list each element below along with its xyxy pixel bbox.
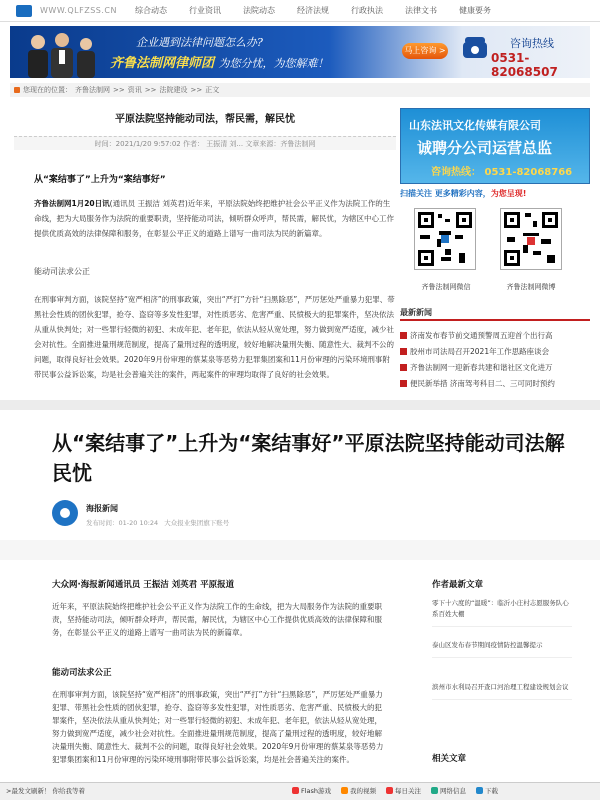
follow-prompt [400,188,590,200]
article-dateline: 齐鲁法制网1月20日讯 [34,199,110,208]
article-paragraph: 近年来，平原法院始终把维护社会公平正义作为法院工作的生命线，把为大局服务作为法院的重要职责，坚持能动司法，倾听群众呼声，帮民需，解民忧，为辖区中心工作提供优质高效的法律保障和服务，在彰显公平正义的道路上谱写一曲司法为民的新篇章。 [52,602,382,637]
nav-link[interactable]: 健康要务 [458,6,491,15]
news-item-title: 济南发布春节前交通预警周五迎首个出行高 [410,331,553,340]
qr-code-icon [501,209,561,269]
news-headline: 从“案结事了”上升为“案结事好”平原法院坚持能动司法解民忧 [52,431,565,485]
source-meta [86,518,229,527]
nav-link[interactable]: 行业资讯 [188,6,221,15]
download-icon [476,787,483,794]
breadcrumb-current: 正文 [205,86,220,94]
breadcrumb-link[interactable]: 资讯 [127,86,142,94]
author-article-item[interactable]: 滨州市水利局召开查口河治理工程建设规划会议 [432,682,572,700]
bullet-icon [400,364,407,371]
status-item-label: Flash游戏 [301,787,332,795]
site-url: WWW.QLFZSS.CN [40,6,117,15]
breadcrumb-sep: >> [190,86,203,94]
download-button[interactable] [476,783,498,800]
news-item-title: 胶州市司法局召开2021年工作思路座谈会 [410,347,550,356]
my-videos-button[interactable] [341,783,376,800]
banner-slogan-strong: 齐鲁法制网律师团 [110,56,215,71]
news-item[interactable] [400,362,590,373]
weibo-qr-code [500,208,562,270]
video-icon [341,787,348,794]
article-byline: 大众网·海报新闻通讯员 王振洁 刘英君 平原报道 [52,580,235,590]
breadcrumb-prefix: 您现在的位置： [23,86,72,94]
news-item[interactable] [400,330,590,341]
bullet-icon [400,380,407,387]
author-article-item[interactable]: 零下十六度的“温暖”：临沂小庄村志愿服务队心系百姓大棚 [432,598,572,627]
author-article-item[interactable]: 泰山区发布春节期间疫情防控温馨提示 [432,640,572,658]
recruit-ad[interactable] [400,108,590,184]
article-subheading: 能动司法求公正 [34,267,90,276]
news-item-title: 便民新举措 济南驾考科目二、三可同时预约 [410,379,555,388]
ad-hotline: 咨询热线： 0531-82068766 [431,167,573,178]
status-item-label: 网络信息 [440,787,467,795]
newest-news-header: 最新新闻 [400,307,590,321]
home-icon [14,87,20,93]
top-nav [0,0,600,22]
qr-code-icon [415,209,475,269]
bullet-icon [400,348,407,355]
source-account: 大众报业集团旗下账号 [164,519,230,527]
wechat-qr-code [414,208,476,270]
source-name[interactable]: 海报新闻 [86,504,118,513]
hotline-number: 0531-82068507 [491,51,558,78]
network-info-button[interactable] [431,783,466,800]
follow-highlight: 为您呈现! [490,189,527,198]
nav-link[interactable]: 综合动态 [134,6,167,15]
hotline-label: 咨询热线 [510,37,554,50]
nav-link[interactable]: 经济法规 [296,6,329,15]
site-logo-icon [16,5,32,17]
browser-status-bar [0,782,600,800]
flash-games-button[interactable] [292,783,331,800]
nav-link[interactable]: 法院动态 [242,6,275,15]
follow-scan: 扫描关注 [400,189,432,198]
status-item-label: 下载 [485,787,499,795]
status-item-label: 每日关注 [395,787,422,795]
telephone-icon [462,36,488,60]
article-lead-text: (通讯员 王振洁 刘英君)近年来，平原法院始终把维护社会公平正义作为法院工作的生命线，把为大局服务作为法院的重要职责，坚持能动司法，倾听群众呼声，帮民需，解民忧，为辖区中心工作提供优质高效的法律保障和服务，在彰显公平正义的道路上谱写一曲司法为民的新篇章。 [34,199,394,238]
lawyer-banner[interactable] [10,26,590,78]
weibo-qr-label: 齐鲁法制网微博 [506,283,556,291]
ad-headline: 诚聘分公司运营总监 [417,139,553,157]
screenshot-divider [0,400,600,410]
breadcrumb-sep: >> [113,86,125,94]
news-item[interactable] [400,378,590,389]
daily-focus-button[interactable] [386,783,421,800]
article-subheading: 能动司法求公正 [52,668,112,678]
article-paragraph: 在刑事审判方面，该院坚持“宽严相济”的刑事政策，突出“严打”方针“扫黑除恶”，严厉惩处严重暴力犯罪、带黑社会性质的团伙犯罪，抢夺、盗窃等多发性犯罪，对性质恶劣、危害严重、民愤极大的犯罪案件，坚决依法从重从快判处；对一些罪行轻微的初犯、未成年犯、老年犯，依法从轻从宽处理，努力做到宽严适度，减少社会对抗性。全面推进量刑规范制度，提高了量刑过程的透明度，较好地解决量刑失衡、随意性大、裁判不公的问题，取得良好社会效果。2020年9月份审理的蔡某泉等恶势力犯罪集团案和11月份审理的污染环境刑事附带民事公益诉讼案，均是社会普遍关注的案件，两起案件的审理均取得了良好的社会效果。 [34,295,395,379]
status-item-label: 我的视频 [350,787,377,795]
news-item-title: 齐鲁法制网一迎新春共建和谐社区文化进万 [410,363,553,372]
article-paragraph: 在刑事审判方面，该院坚持“宽严相济”的刑事政策，突出“严打”方针“扫黑除恶”，严厉惩处严重暴力犯罪、带黑社会性质的团伙犯罪，抢夺、盗窃等多发性犯罪，对性质恶劣、危害严重、民愤极大的犯罪案件，坚决依法从重从快判处；对一些罪行轻微的初犯、未成年犯、老年犯，依法从轻从宽处理，努力做到宽严适度，减少社会对抗性。全面推进量刑规范制度，提高了量刑过程的透明度，较好地解决量刑失衡、随意性大、裁判不公的问题，取得良好社会效果。2020年9月份审理的蔡某泉等恶势力犯罪集团案和11月份审理的污染环境刑事附带民事公益诉讼案，均是社会普遍关注的案件。 [52,690,384,764]
nav-link[interactable]: 行政执法 [350,6,383,15]
article-lead-paragraph [34,196,396,260]
banner-slogan [110,52,329,71]
breadcrumb-link[interactable]: 齐鲁法制网 [75,86,110,94]
article-title: 平原法院坚持能动司法，帮民需，解民忧 [115,114,295,125]
network-icon [431,787,438,794]
ad-company: 山东法讯文化传媒有限公司 [409,119,541,132]
wechat-qr-label: 齐鲁法制网微信 [421,283,471,291]
consult-now-button[interactable]: 马上咨询 > [402,43,448,59]
breadcrumb [10,83,590,97]
section-band [0,540,600,560]
banner-slogan-rest: 为您分忧，为您解难！ [218,57,329,70]
avatar[interactable] [52,500,78,526]
status-bar-items [292,783,498,800]
article-meta: 时间：2021/1/20 9:57:02 作者： 王振清 刘... 文章来源：齐鲁法制网 [14,136,396,150]
banner-slogan-question: 企业遇到法律问题怎么办? [136,36,263,49]
nav-link[interactable]: 法律文书 [404,6,437,15]
top-nav-links [135,5,491,16]
business-people-icon [18,30,104,78]
follow-more: 更多精彩内容， [434,189,491,198]
news-item[interactable] [400,346,590,357]
flash-icon [292,787,299,794]
bullet-icon [400,332,407,339]
breadcrumb-link[interactable]: 法院建设 [159,86,188,94]
publish-time: 发布时间：01-20 10:24 [86,519,159,527]
related-articles-header: 相关文章 [432,754,467,764]
status-text: >最发文刷新！ 你给我等着 [6,787,86,795]
news-icon [386,787,393,794]
breadcrumb-sep: >> [144,86,157,94]
author-articles-header: 作者最新文章 [432,580,484,590]
article-heading: 从“案结事了”上升为“案结事好” [34,175,166,185]
